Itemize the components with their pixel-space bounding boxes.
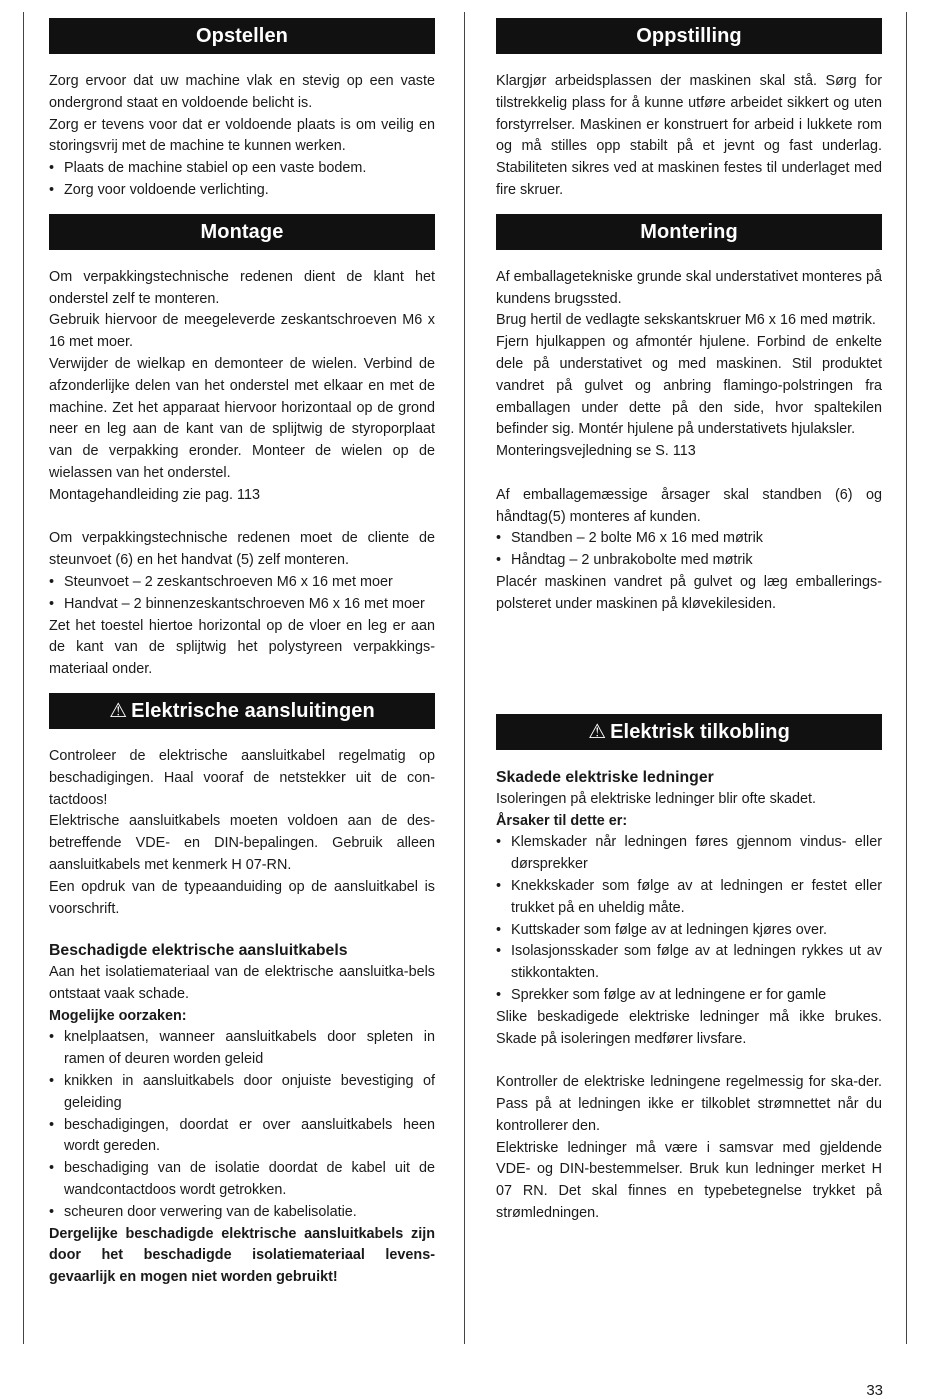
section-header-opstellen: Opstellen xyxy=(49,18,435,54)
page-number: 33 xyxy=(866,1382,883,1399)
paragraph: Brug hertil de vedlagte sekskantskruer M6 x 16 med møtrik. xyxy=(496,312,876,329)
bullet-list xyxy=(49,1027,435,1223)
left-column xyxy=(49,18,435,1289)
list-item: • Standben – 2 bolte M6 x 16 med møtrik xyxy=(496,528,882,550)
paragraph: Monteringsvejledning se S. 113 xyxy=(496,443,696,460)
section-header-montering: Montering xyxy=(496,214,882,250)
paragraph: Een opdruk van de typeaanduiding op de aansluitkabel is voorschrift. xyxy=(49,878,435,917)
list-item: • beschadigingen, doordat er over aansluitkabels heen wordt gereden. xyxy=(49,1115,435,1159)
paragraph: Af emballagetekniske grunde skal understativet monteres på kundens brugssted. xyxy=(496,268,882,307)
causes-label: Årsaker til dette er: xyxy=(496,812,628,829)
paragraph: Gebruik hiervoor de meegeleverde zeskantschroeven M6 x 16 met moer. xyxy=(49,312,435,351)
elektrisch-body xyxy=(49,746,435,1289)
paragraph: Om verpakkingstechnische redenen dient de klant het onderstel zelf te monteren. xyxy=(49,268,435,307)
list-item: • Kuttskader som følge av at ledningen kjøres over. xyxy=(496,920,882,942)
list-item: • Knekkskader som følge av at ledningen er festet eller trukket på en uheldig måte. xyxy=(496,876,882,920)
right-margin-rule xyxy=(906,12,907,1344)
center-column-rule xyxy=(464,12,465,1344)
warning-text: Dergelijke beschadigde elektrische aansluitkabels zijn door het beschadigde isolatiemateriaal levens-gevaarlijk en mogen niet worden gebruikt! xyxy=(49,1225,435,1286)
list-item: • Handvat – 2 binnenzeskantschroeven M6 x 16 met moer xyxy=(49,594,435,616)
opstellen-body xyxy=(49,71,435,202)
elektrisk-tilkobling-body xyxy=(496,767,882,1225)
paragraph: Isoleringen på elektriske ledninger blir ofte skadet. xyxy=(496,790,816,807)
paragraph: Kontroller de elektriske ledningene regelmessig for ska-der. Pass på at ledningen ikke er tilkoblet strømnettet når du kontrollerer den. xyxy=(496,1074,882,1134)
montage-body xyxy=(49,267,435,681)
warning-triangle-icon: ⚠ xyxy=(109,699,128,722)
section-title: Elektrische aansluitingen xyxy=(131,699,375,722)
paragraph: Zorg er tevens voor dat er voldoende plaats is om veilig en storingsvrij met de machine te kunnen werken. xyxy=(49,116,435,155)
list-item: • Håndtag – 2 unbrakobolte med møtrik xyxy=(496,550,882,572)
subheading: Beschadigde elektrische aansluitkabels xyxy=(49,942,348,960)
section-header-oppstilling: Oppstilling xyxy=(496,18,882,54)
paragraph: Fjern hjulkappen og afmontér hjulene. Forbind de enkelte dele på understativet og med maskinen. Stil produktet vandret på gulvet og anbring flamingo-polstringen fra emballagen under dette på den side, hvor spaltekilen befinder sig. Montér hjulene på understativets hjulaksler. xyxy=(496,334,882,438)
list-item: • scheuren door verwering van de kabelisolatie. xyxy=(49,1202,435,1224)
list-item: • knikken in aansluitkabels door onjuiste bevestiging of geleiding xyxy=(49,1071,435,1115)
paragraph: Montagehandleiding zie pag. 113 xyxy=(49,486,260,503)
causes-label: Mogelijke oorzaken: xyxy=(49,1007,187,1024)
paragraph: Om verpakkingstechnische redenen moet de cliente de steunvoet (6) en het handvat (5) zelf monteren. xyxy=(49,530,435,569)
paragraph: Elektrische aansluitkabels moeten voldoen aan de des-betreffende VDE- en DIN-bepalingen. Gebruik alleen aansluitkabels met kenmerk H 07-RN. xyxy=(49,813,435,873)
paragraph: Placér maskinen vandret på gulvet og læg emballerings-polsteret under maskinen på kløvekilesiden. xyxy=(496,573,882,612)
section-header-elektrisk-tilkobling xyxy=(496,714,882,750)
bullet-list xyxy=(49,572,435,616)
warning-triangle-icon: ⚠ xyxy=(588,721,607,743)
list-item: • knelplaatsen, wanneer aansluitkabels door spleten in ramen of deuren worden geleid xyxy=(49,1027,435,1071)
montering-body xyxy=(496,267,882,616)
paragraph: Klargjør arbeidsplassen der maskinen skal stå. Sørg for tilstrekkelig plass for å kunne utføre arbeidet sikkert og uten forstyrrelser. Maskinen er konstruert for arbeid i lukkete rom og må stilles opp stabilt på et jevnt og fast underlag. Stabiliteten sikres ved at maskinen festes til underlaget med fire skruer. xyxy=(496,73,882,198)
paragraph: Zet het toestel hiertoe horizontal op de vloer en leg er aan de kant van de splijtwig het polystyreen verpakkings-materiaal onder. xyxy=(49,617,435,678)
list-item: • beschadiging van de isolatie doordat de kabel uit de wandcontactdoos wordt getrokken. xyxy=(49,1158,435,1202)
list-item: • Sprekker som følge av at ledningene er for gamle xyxy=(496,985,882,1007)
list-item: • Isolasjonsskader som følge av at ledningen rykkes ut av stikkontakten. xyxy=(496,941,882,985)
section-header-elektrische-aansluitingen xyxy=(49,693,435,729)
paragraph: Af emballagemæssige årsager skal standben (6) og håndtag(5) monteres af kunden. xyxy=(496,486,882,525)
bullet-list xyxy=(49,158,435,202)
paragraph: Elektriske ledninger må være i samsvar med gjeldende VDE- og DIN-bestemmelser. Bruk kun ledninger merket H 07 RN. Det skal finnes en typebetegnelse trykket på strømledningen. xyxy=(496,1139,882,1221)
section-header-montage: Montage xyxy=(49,214,435,250)
list-item: • Plaats de machine stabiel op een vaste bodem. xyxy=(49,158,435,180)
paragraph: Zorg ervoor dat uw machine vlak en stevig op een vaste ondergrond staat en voldoende belicht is. xyxy=(49,73,435,111)
left-margin-rule xyxy=(23,12,24,1344)
list-item: • Steunvoet – 2 zeskantschroeven M6 x 16 met moer xyxy=(49,572,435,594)
list-item: • Zorg voor voldoende verlichting. xyxy=(49,180,435,202)
paragraph: Slike beskadigede elektriske ledninger må ikke brukes. Skade på isoleringen medfører livsfare. xyxy=(496,1008,882,1047)
oppstilling-body xyxy=(496,71,882,202)
paragraph: Aan het isolatiemateriaal van de elektrische aansluitka-bels ontstaat vaak schade. xyxy=(49,964,435,1002)
bullet-list xyxy=(496,832,882,1006)
section-title: Elektrisk tilkobling xyxy=(610,721,790,743)
right-column xyxy=(496,18,882,1221)
subheading: Skadede elektriske ledninger xyxy=(496,769,714,786)
paragraph: Controleer de elektrische aansluitkabel regelmatig op beschadigingen. Haal vooraf de netstekker uit de con-tactdoos! xyxy=(49,747,435,808)
bullet-list xyxy=(496,528,882,572)
paragraph: Verwijder de wielkap en demonteer de wielen. Verbind de afzonderlijke delen van het onderstel met elkaar en met de machine. Zet het apparaat hiervoor horizontaal op de grond neer en leg aan de kant van de splijtwig de styroporplaat van de verpakking eronder. Monteer de wielen op de wielassen van het onderstel. xyxy=(49,355,435,481)
list-item: • Klemskader når ledningen føres gjennom vindus- eller dørsprekker xyxy=(496,832,882,876)
